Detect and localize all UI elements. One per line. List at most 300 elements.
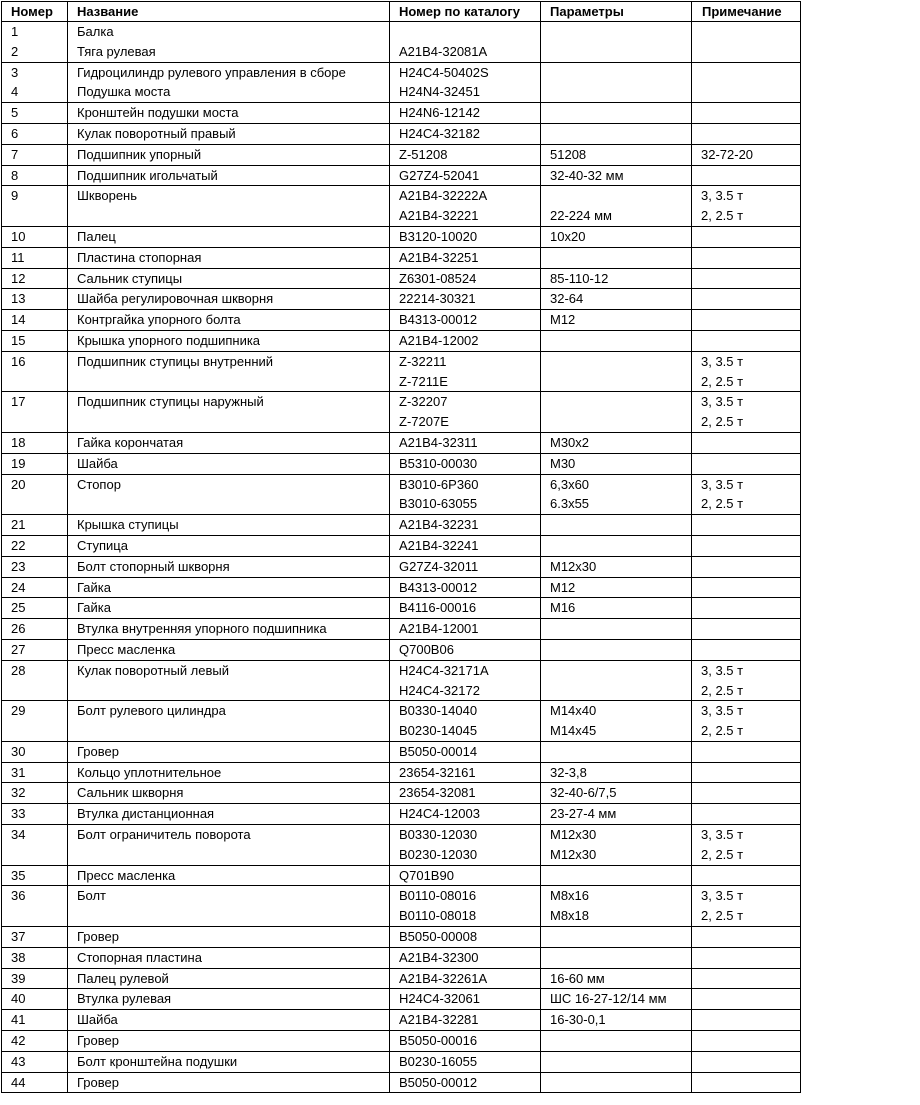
row-number-cell — [2, 1051, 68, 1072]
row-notes-cell — [692, 330, 801, 351]
part-name: Гидроцилиндр рулевого управления в сборе — [77, 64, 346, 80]
catalog-number: A21B4-12002 — [399, 332, 479, 348]
row-catalog-cell — [390, 22, 541, 63]
row-notes-cell — [692, 1031, 801, 1052]
catalog-number: B5050-00012 — [399, 1074, 478, 1090]
row-number: 7 — [11, 146, 19, 162]
row-notes-cell — [692, 947, 801, 968]
catalog-number: A21B4-32222A — [399, 188, 488, 204]
catalog-number: Z-51208 — [399, 146, 448, 162]
catalog-number: B4116-00016 — [399, 600, 477, 616]
row-parameters-cell — [541, 556, 692, 577]
row-name-cell — [68, 865, 390, 886]
row-name-cell — [68, 165, 390, 186]
catalog-number: B0230-14045 — [399, 723, 478, 739]
row-name-cell — [68, 989, 390, 1010]
row-number: 42 — [11, 1033, 26, 1049]
table-row — [2, 598, 801, 619]
parameter-value: M14x45 — [550, 723, 597, 739]
row-notes-cell — [692, 1010, 801, 1031]
row-catalog-cell — [390, 1031, 541, 1052]
catalog-number: B3010-6P360 — [399, 476, 479, 492]
table-row — [2, 556, 801, 577]
catalog-number: 22214-30321 — [399, 291, 476, 307]
catalog-number: A21B4-32281 — [399, 1012, 479, 1028]
table-row — [2, 165, 801, 186]
row-name-cell — [68, 968, 390, 989]
row-notes-cell — [692, 825, 801, 866]
row-number-cell — [2, 1031, 68, 1052]
part-name: Гровер — [77, 1033, 119, 1049]
row-parameters-cell — [541, 22, 692, 63]
row-catalog-cell — [390, 701, 541, 742]
catalog-number: Z6301-08524 — [399, 270, 477, 286]
row-catalog-cell — [390, 103, 541, 124]
row-parameters-cell — [541, 968, 692, 989]
part-name: Стопор — [77, 476, 121, 492]
table-row — [2, 226, 801, 247]
note-value: 2, 2.5 т — [701, 373, 744, 389]
row-catalog-cell — [390, 660, 541, 701]
row-catalog-cell — [390, 741, 541, 762]
part-name: Сальник шкворня — [77, 785, 184, 801]
part-name: Пластина стопорная — [77, 249, 202, 265]
row-number-cell — [2, 432, 68, 453]
table-row — [2, 865, 801, 886]
row-catalog-cell — [390, 186, 541, 227]
row-number-cell — [2, 103, 68, 124]
table-row — [2, 762, 801, 783]
row-notes-cell — [692, 762, 801, 783]
parameter-value: 51208 — [550, 146, 587, 162]
catalog-number: H24N4-32451 — [399, 84, 480, 100]
row-name-cell — [68, 886, 390, 927]
row-notes-cell — [692, 1072, 801, 1093]
row-name-cell — [68, 1072, 390, 1093]
header-row — [2, 2, 801, 22]
row-number-cell — [2, 186, 68, 227]
part-name: Болт ограничитель поворота — [77, 827, 251, 843]
part-name: Подушка моста — [77, 84, 171, 100]
row-catalog-cell — [390, 762, 541, 783]
row-parameters-cell — [541, 762, 692, 783]
catalog-number: A21B4-32231 — [399, 517, 479, 533]
row-number: 37 — [11, 929, 26, 945]
row-catalog-cell — [390, 556, 541, 577]
table-row — [2, 927, 801, 948]
row-notes-cell — [692, 701, 801, 742]
catalog-number: H24C4-50402S — [399, 64, 489, 80]
row-notes-cell — [692, 474, 801, 515]
row-name-cell — [68, 392, 390, 433]
row-catalog-cell — [390, 968, 541, 989]
row-notes-cell — [692, 226, 801, 247]
note-value: 2, 2.5 т — [701, 414, 744, 430]
table-row — [2, 453, 801, 474]
row-notes-cell — [692, 144, 801, 165]
row-catalog-cell — [390, 1072, 541, 1093]
table-row — [2, 886, 801, 927]
table-row — [2, 947, 801, 968]
row-name-cell — [68, 927, 390, 948]
parameter-value: M12x30 — [550, 827, 597, 843]
table-row — [2, 310, 801, 331]
parameter-value: M30 — [550, 455, 576, 471]
parameter-value: 32-64 — [550, 291, 584, 307]
row-notes-cell — [692, 22, 801, 63]
catalog-number: B4313-00012 — [399, 579, 478, 595]
table-row — [2, 741, 801, 762]
parameter-value: 6,3x60 — [550, 476, 590, 492]
row-number: 35 — [11, 867, 26, 883]
catalog-number: A21B4-32251 — [399, 249, 479, 265]
row-name-cell — [68, 515, 390, 536]
row-notes-cell — [692, 1051, 801, 1072]
row-catalog-cell — [390, 62, 541, 103]
row-number: 40 — [11, 991, 26, 1007]
row-number-cell — [2, 762, 68, 783]
row-number: 34 — [11, 827, 26, 843]
table-row — [2, 62, 801, 103]
row-notes-cell — [692, 165, 801, 186]
table-row — [2, 619, 801, 640]
row-number-cell — [2, 989, 68, 1010]
part-name: Подшипник ступицы внутренний — [77, 353, 274, 369]
catalog-number: H24C4-32171A — [399, 662, 489, 678]
note-value: 2, 2.5 т — [701, 496, 744, 512]
catalog-number: B5310-00030 — [399, 455, 478, 471]
header-parameters: Параметры — [541, 2, 692, 22]
row-parameters-cell — [541, 351, 692, 392]
part-name: Стопорная пластина — [77, 949, 202, 965]
catalog-number: H24N6-12142 — [399, 105, 480, 121]
catalog-number: A21B4-32261A — [399, 970, 488, 986]
row-parameters-cell — [541, 226, 692, 247]
row-number: 38 — [11, 949, 26, 965]
row-catalog-cell — [390, 392, 541, 433]
row-number-cell — [2, 947, 68, 968]
row-name-cell — [68, 741, 390, 762]
row-number: 41 — [11, 1012, 26, 1028]
row-number: 12 — [11, 270, 26, 286]
row-name-cell — [68, 103, 390, 124]
parameter-value: 32-40-6/7,5 — [550, 785, 617, 801]
row-number-cell — [2, 639, 68, 660]
note-value: 32-72-20 — [701, 146, 754, 162]
row-catalog-cell — [390, 783, 541, 804]
table-row — [2, 701, 801, 742]
parameter-value: ШС 16-27-12/14 мм — [550, 991, 667, 1007]
header-notes: Примечание — [692, 2, 801, 22]
row-number: 36 — [11, 888, 26, 904]
row-catalog-cell — [390, 927, 541, 948]
parameter-value: 16-30-0,1 — [550, 1012, 606, 1028]
row-parameters-cell — [541, 310, 692, 331]
table-row — [2, 268, 801, 289]
row-parameters-cell — [541, 886, 692, 927]
row-parameters-cell — [541, 165, 692, 186]
table-row — [2, 660, 801, 701]
parameter-value: M16 — [550, 600, 576, 616]
row-number: 43 — [11, 1053, 26, 1069]
catalog-number: B0230-12030 — [399, 846, 478, 862]
table-row — [2, 639, 801, 660]
row-catalog-cell — [390, 639, 541, 660]
row-number-cell — [2, 310, 68, 331]
part-name: Крышка ступицы — [77, 517, 179, 533]
row-parameters-cell — [541, 804, 692, 825]
header-catalog-number: Номер по каталогу — [390, 2, 541, 22]
row-parameters-cell — [541, 392, 692, 433]
table-row — [2, 1072, 801, 1093]
row-parameters-cell — [541, 1031, 692, 1052]
row-number: 18 — [11, 434, 26, 450]
row-catalog-cell — [390, 515, 541, 536]
row-number: 32 — [11, 785, 26, 801]
table-row — [2, 123, 801, 144]
table-row — [2, 289, 801, 310]
row-parameters-cell — [541, 453, 692, 474]
table-row — [2, 968, 801, 989]
row-name-cell — [68, 1031, 390, 1052]
row-notes-cell — [692, 660, 801, 701]
catalog-number: G27Z4-52041 — [399, 167, 480, 183]
row-notes-cell — [692, 577, 801, 598]
parameter-value: 23-27-4 мм — [550, 806, 617, 822]
parameter-value: M12x30 — [550, 846, 597, 862]
row-number: 17 — [11, 394, 26, 410]
row-number: 20 — [11, 476, 26, 492]
row-catalog-cell — [390, 226, 541, 247]
row-number: 13 — [11, 291, 26, 307]
row-parameters-cell — [541, 783, 692, 804]
part-name: Палец — [77, 228, 116, 244]
row-name-cell — [68, 577, 390, 598]
catalog-number: 23654-32081 — [399, 785, 476, 801]
note-value: 2, 2.5 т — [701, 208, 744, 224]
row-parameters-cell — [541, 619, 692, 640]
row-notes-cell — [692, 865, 801, 886]
catalog-number: Z-7211E — [399, 373, 448, 389]
part-name: Болт рулевого цилиндра — [77, 703, 226, 719]
row-notes-cell — [692, 804, 801, 825]
row-number: 19 — [11, 455, 26, 471]
row-catalog-cell — [390, 825, 541, 866]
row-catalog-cell — [390, 289, 541, 310]
row-notes-cell — [692, 186, 801, 227]
note-value: 2, 2.5 т — [701, 846, 744, 862]
row-number: 14 — [11, 312, 26, 328]
note-value: 3, 3.5 т — [701, 827, 744, 843]
row-catalog-cell — [390, 577, 541, 598]
row-catalog-cell — [390, 144, 541, 165]
row-notes-cell — [692, 741, 801, 762]
row-number: 28 — [11, 662, 26, 678]
row-name-cell — [68, 351, 390, 392]
row-name-cell — [68, 310, 390, 331]
row-name-cell — [68, 289, 390, 310]
row-number-cell — [2, 22, 68, 63]
row-catalog-cell — [390, 474, 541, 515]
row-catalog-cell — [390, 989, 541, 1010]
row-number-cell — [2, 351, 68, 392]
catalog-number: A21B4-32081A — [399, 43, 488, 59]
table-row — [2, 330, 801, 351]
row-notes-cell — [692, 310, 801, 331]
row-number: 39 — [11, 970, 26, 986]
row-catalog-cell — [390, 268, 541, 289]
part-name: Шайба регулировочная шкворня — [77, 291, 274, 307]
row-notes-cell — [692, 103, 801, 124]
row-catalog-cell — [390, 619, 541, 640]
row-parameters-cell — [541, 639, 692, 660]
row-name-cell — [68, 62, 390, 103]
catalog-number: B0230-16055 — [399, 1053, 478, 1069]
part-name: Тяга рулевая — [77, 43, 156, 59]
row-name-cell — [68, 247, 390, 268]
table-row — [2, 247, 801, 268]
row-name-cell — [68, 1010, 390, 1031]
row-number-cell — [2, 165, 68, 186]
row-number: 5 — [11, 105, 19, 121]
table-row — [2, 432, 801, 453]
part-name: Гровер — [77, 1074, 119, 1090]
row-name-cell — [68, 660, 390, 701]
catalog-number: Q700B06 — [399, 641, 454, 657]
row-number-cell — [2, 783, 68, 804]
row-catalog-cell — [390, 351, 541, 392]
catalog-number: B0110-08018 — [399, 908, 477, 924]
note-value: 2, 2.5 т — [701, 723, 744, 739]
parameter-value: M12x30 — [550, 558, 597, 574]
row-name-cell — [68, 535, 390, 556]
table-row — [2, 1010, 801, 1031]
row-name-cell — [68, 22, 390, 63]
catalog-number: B0330-14040 — [399, 703, 478, 719]
table-row — [2, 474, 801, 515]
catalog-number: A21B4-32311 — [399, 434, 478, 450]
part-name: Сальник ступицы — [77, 270, 183, 286]
row-number: 3 — [11, 64, 19, 80]
part-name: Кулак поворотный правый — [77, 125, 236, 141]
row-parameters-cell — [541, 989, 692, 1010]
row-number: 31 — [11, 764, 26, 780]
part-name: Подшипник ступицы наружный — [77, 394, 264, 410]
row-name-cell — [68, 226, 390, 247]
table-row — [2, 1051, 801, 1072]
row-notes-cell — [692, 62, 801, 103]
row-parameters-cell — [541, 432, 692, 453]
row-catalog-cell — [390, 310, 541, 331]
row-name-cell — [68, 762, 390, 783]
row-parameters-cell — [541, 598, 692, 619]
row-number-cell — [2, 927, 68, 948]
row-catalog-cell — [390, 947, 541, 968]
note-value: 3, 3.5 т — [701, 353, 744, 369]
row-name-cell — [68, 474, 390, 515]
part-name: Болт стопорный шкворня — [77, 558, 230, 574]
catalog-number: Z-7207E — [399, 414, 449, 430]
row-catalog-cell — [390, 535, 541, 556]
row-notes-cell — [692, 968, 801, 989]
row-name-cell — [68, 432, 390, 453]
row-parameters-cell — [541, 474, 692, 515]
row-parameters-cell — [541, 247, 692, 268]
part-name: Шкворень — [77, 188, 138, 204]
note-value: 3, 3.5 т — [701, 662, 744, 678]
row-parameters-cell — [541, 741, 692, 762]
part-name: Гровер — [77, 743, 119, 759]
note-value: 3, 3.5 т — [701, 188, 744, 204]
row-number-cell — [2, 330, 68, 351]
row-catalog-cell — [390, 432, 541, 453]
row-parameters-cell — [541, 330, 692, 351]
part-name: Гровер — [77, 929, 119, 945]
part-name: Палец рулевой — [77, 970, 169, 986]
row-number-cell — [2, 619, 68, 640]
row-catalog-cell — [390, 598, 541, 619]
row-number-cell — [2, 535, 68, 556]
row-parameters-cell — [541, 701, 692, 742]
row-name-cell — [68, 268, 390, 289]
row-name-cell — [68, 804, 390, 825]
row-number-cell — [2, 701, 68, 742]
row-number-cell — [2, 556, 68, 577]
row-number-cell — [2, 474, 68, 515]
catalog-number: B0110-08016 — [399, 888, 477, 904]
part-name: Кольцо уплотнительное — [77, 764, 222, 780]
parameter-value: 6.3x55 — [550, 496, 590, 512]
row-notes-cell — [692, 535, 801, 556]
header-name: Название — [68, 2, 390, 22]
row-notes-cell — [692, 453, 801, 474]
row-notes-cell — [692, 886, 801, 927]
row-catalog-cell — [390, 865, 541, 886]
row-notes-cell — [692, 432, 801, 453]
row-name-cell — [68, 330, 390, 351]
table-row — [2, 186, 801, 227]
row-catalog-cell — [390, 804, 541, 825]
row-number: 27 — [11, 641, 26, 657]
row-number-cell — [2, 515, 68, 536]
table-row — [2, 1031, 801, 1052]
part-name: Ступица — [77, 537, 128, 553]
catalog-number: G27Z4-32011 — [399, 558, 479, 574]
row-name-cell — [68, 186, 390, 227]
row-number: 4 — [11, 84, 19, 100]
row-catalog-cell — [390, 886, 541, 927]
row-number-cell — [2, 453, 68, 474]
row-number: 21 — [11, 517, 26, 533]
row-number-cell — [2, 62, 68, 103]
row-number-cell — [2, 144, 68, 165]
row-name-cell — [68, 701, 390, 742]
table-row — [2, 577, 801, 598]
row-parameters-cell — [541, 865, 692, 886]
parameter-value: M8x18 — [550, 908, 590, 924]
row-parameters-cell — [541, 825, 692, 866]
row-number-cell — [2, 741, 68, 762]
parameter-value: 16-60 мм — [550, 970, 605, 986]
part-name: Гайка — [77, 579, 112, 595]
table-row — [2, 351, 801, 392]
row-number: 15 — [11, 332, 26, 348]
part-name: Втулка внутренняя упорного подшипника — [77, 621, 327, 637]
row-number-cell — [2, 289, 68, 310]
row-number: 2 — [11, 43, 19, 59]
row-notes-cell — [692, 392, 801, 433]
row-notes-cell — [692, 515, 801, 536]
